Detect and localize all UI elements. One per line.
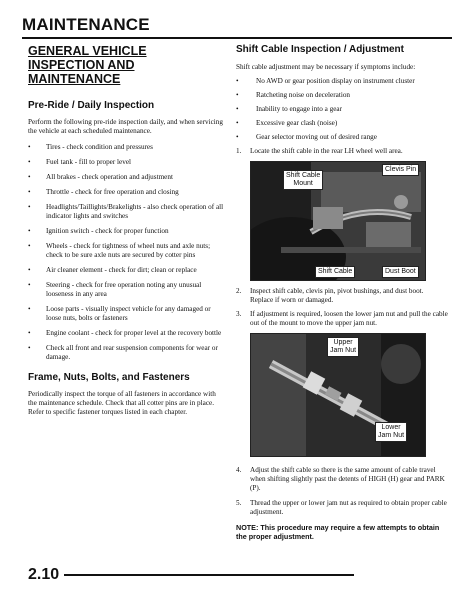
list-item: • Excessive gear clash (noise) xyxy=(236,119,338,127)
bullet-icon: • xyxy=(28,281,31,289)
bullet-icon: • xyxy=(236,77,239,85)
header-rule xyxy=(22,37,452,39)
preride-list xyxy=(28,143,226,362)
symptom-list xyxy=(236,77,448,142)
chapter-title: MAINTENANCE xyxy=(22,15,150,34)
bullet-icon: • xyxy=(236,91,239,99)
bullet-icon: • xyxy=(28,158,31,166)
step-2: 2. Inspect shift cable, clevis pin, pivot bushings, and dust boot. Replace if worn or damaged. xyxy=(236,287,424,304)
step-3: 3. If adjustment is required, loosen the lower jam nut and pull the cable out of the mount to move the upper jam nut. xyxy=(236,310,448,327)
step-4: 4. Adjust the shift cable so there is the same amount of cable travel when shifting slightly past the detents of HIGH (H) gear and PARK (P). xyxy=(236,466,445,492)
list-item: • Loose parts - visually inspect vehicle for any damaged or loose nuts, bolts or fasteners xyxy=(28,305,211,322)
bullet-icon: • xyxy=(28,203,31,211)
footer-rule xyxy=(64,574,354,576)
bullet-icon: • xyxy=(28,344,31,352)
list-item: • Air cleaner element - check for dirt; clean or replace xyxy=(28,266,197,274)
bullet-icon: • xyxy=(28,173,31,181)
left-column xyxy=(28,44,226,417)
bullet-icon: • xyxy=(28,329,31,337)
list-item: • Steering - check for free operation noting any unusual looseness in any area xyxy=(28,281,202,298)
list-item: • Tires - check condition and pressures xyxy=(28,143,153,151)
shift-intro: Shift cable adjustment may be necessary if symptoms include: xyxy=(236,63,416,71)
bullet-icon: • xyxy=(28,227,31,235)
list-item: • Throttle - check for free operation and closing xyxy=(28,188,179,196)
right-column xyxy=(236,44,448,541)
list-item: • Check all front and rear suspension components for wear or damage. xyxy=(28,344,218,361)
list-item: • All brakes - check operation and adjustment xyxy=(28,173,173,181)
frame-text: Periodically inspect the torque of all fasteners in accordance with the maintenance schedule. Check that all cotter pins are in place. Refer to specific fastener torques listed in each chapter. xyxy=(28,390,216,416)
upper-jam-nut-label: Upper Jam Nut xyxy=(327,337,359,357)
step-1: 1. Locate the shift cable in the rear LH wheel well area. xyxy=(236,147,403,155)
shift-cable-mount-label: Shift Cable Mount xyxy=(283,170,323,190)
frame-title: Frame, Nuts, Bolts, and Fasteners xyxy=(28,372,190,383)
list-item: • Headlights/Taillights/Brakelights - also check operation of all indicator lights and switches xyxy=(28,203,224,220)
shift-cable-photo xyxy=(250,161,426,281)
dust-boot-label: Dust Boot xyxy=(382,266,419,278)
preride-intro: Perform the following pre-ride inspection daily, and when servicing the vehicle at each scheduled maintenance. xyxy=(28,118,223,135)
step-5: 5. Thread the upper or lower jam nut as required to obtain proper cable adjustment. xyxy=(236,499,447,516)
shift-cable-photo-image xyxy=(251,162,426,281)
note-text: NOTE: This procedure may require a few attempts to obtain the proper adjustment. xyxy=(236,523,440,541)
list-item: • Wheels - check for tightness of wheel nuts and axle nuts; check to be sure axle nuts are secured by cotter pins xyxy=(28,242,211,259)
bullet-icon: • xyxy=(236,133,239,141)
shift-cable-label: Shift Cable xyxy=(315,266,355,278)
clevis-pin-label: Clevis Pin xyxy=(382,164,419,176)
section-title: GENERAL VEHICLE INSPECTION AND MAINTENANCE xyxy=(28,44,147,86)
page-header xyxy=(22,15,452,39)
bullet-icon: • xyxy=(236,105,239,113)
list-item: • Gear selector moving out of desired range xyxy=(236,133,377,141)
list-item: • Inability to engage into a gear xyxy=(236,105,343,113)
preride-title: Pre-Ride / Daily Inspection xyxy=(28,100,155,111)
bullet-icon: • xyxy=(28,305,31,313)
list-item: • Ratcheting noise on deceleration xyxy=(236,91,351,99)
bullet-icon: • xyxy=(236,119,239,127)
jam-nut-photo xyxy=(250,333,426,457)
lower-jam-nut-label: Lower Jam Nut xyxy=(375,422,407,442)
page-number: 2.10 xyxy=(28,566,60,583)
bullet-icon: • xyxy=(28,242,31,250)
shift-title: Shift Cable Inspection / Adjustment xyxy=(236,44,404,55)
bullet-icon: • xyxy=(28,266,31,274)
list-item: • No AWD or gear position display on instrument cluster xyxy=(236,77,415,85)
list-item: • Ignition switch - check for proper function xyxy=(28,227,169,235)
list-item: • Engine coolant - check for proper level at the recovery bottle xyxy=(28,329,222,337)
bullet-icon: • xyxy=(28,188,31,196)
bullet-icon: • xyxy=(28,143,31,151)
list-item: • Fuel tank - fill to proper level xyxy=(28,158,132,166)
